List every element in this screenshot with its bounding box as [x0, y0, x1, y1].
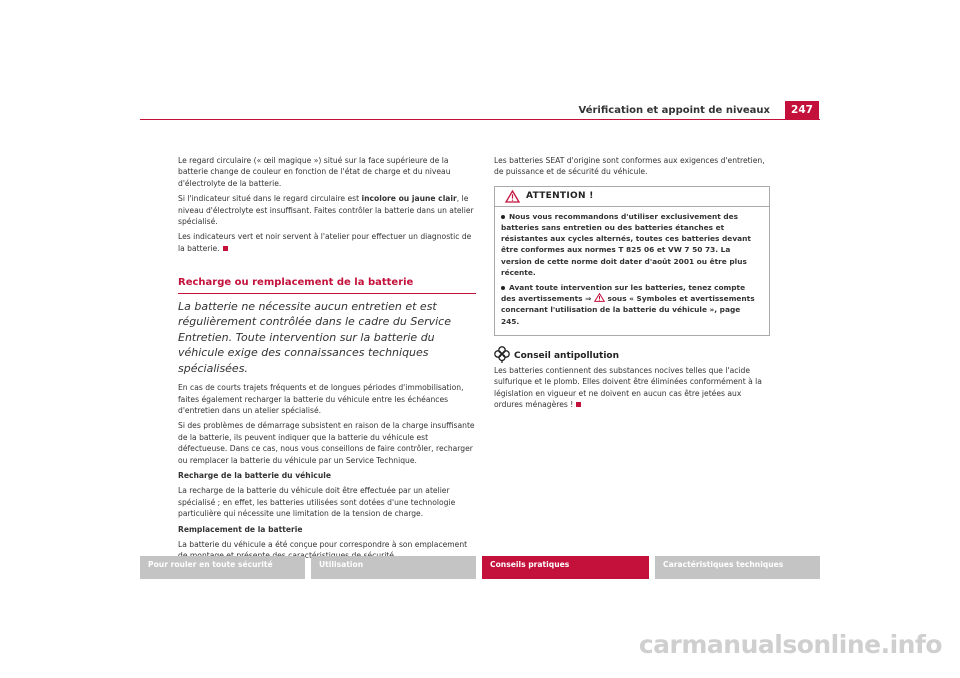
- paragraph-diagnostic: Les indicateurs vert et noir servent à l'atelier pour effectuer un diagnostic de la batterie.: [178, 232, 472, 253]
- warning-triangle-icon: [594, 293, 605, 302]
- page-number: 247: [785, 101, 819, 119]
- warning-header: [495, 187, 769, 207]
- paragraph-start-problems: Si des problèmes de démarrage subsistent en raison de la charge insuffisante de la batterie, ils peuvent indiquer que la batterie du véhicule est défectueuse. Dans ce cas, nous vous conseillons de faire contrôler, recharger ou remplacer la batterie du véhicule par un Service Technique.: [178, 421, 475, 465]
- footer-tab-practical-tips[interactable]: Conseils pratiques: [482, 556, 649, 579]
- paragraph-short-trips: En cas de courts trajets fréquents et de longues périodes d'immobilisation, faites également recharger la batterie du véhicule entre les échéances d'entretien dans un atelier spécialisé.: [178, 383, 464, 415]
- left-column: [178, 155, 476, 566]
- paragraph-environment: Les batteries contiennent des substances nocives telles que l'acide sulfurique et le plomb. Elles doivent être éliminées conformément à la législation en vigueur et ne doivent en aucun cas être jetées aux ordures ménagères !: [494, 365, 762, 410]
- footer-tab-safety[interactable]: Pour rouler en toute sécurité: [140, 556, 305, 579]
- paragraph-indicator: Si l'indicateur situé dans le regard circulaire est incolore ou jaune clair, le niveau d'électrolyte est insuffisant. Faites contrôler la batterie dans un atelier spécialisé.: [178, 194, 474, 227]
- paragraph-replace: La batterie du véhicule a été conçue pour correspondre à son emplacement: [178, 540, 468, 550]
- warning-item: Avant toute intervention sur les batteries, tenez compte des avertissements ⇒ sous « Symboles et avertissements concernant l'utilisation de la batterie du véhicule », page 245.: [501, 283, 755, 326]
- section-lead: La batterie ne nécessite aucun entretien et est régulièrement contrôlée dans le cadre du Service Entretien. Toute intervention sur la batterie du véhicule exige des connaissances techniques spécialisées.: [178, 299, 451, 375]
- subheading-recharge: Recharge de la batterie du véhicule: [178, 471, 331, 480]
- environment-flower-icon: [494, 346, 510, 363]
- warning-title: ATTENTION !: [526, 190, 594, 201]
- end-of-section-mark: [223, 246, 228, 251]
- watermark: carmanualsonline.info: [638, 630, 942, 659]
- header-divider: [140, 119, 820, 120]
- footer-tab-usage[interactable]: Utilisation: [311, 556, 476, 579]
- page-header-title: Vérification et appoint de niveaux: [578, 105, 770, 116]
- warning-triangle-icon: [505, 190, 520, 203]
- environment-header: [494, 346, 770, 363]
- bullet-icon: [501, 215, 505, 219]
- paragraph-original-batteries: Les batteries SEAT d'origine sont conformes aux exigences d'entretien, de puissance et de sécurité du véhicule.: [494, 156, 765, 177]
- environment-title: Conseil antipollution: [514, 351, 620, 362]
- section-title: Recharge ou remplacement de la batterie: [178, 277, 476, 293]
- paragraph-magic-eye: Le regard circulaire (« œil magique ») situé sur la face supérieure de la batterie change de couleur en fonction de l'état de charge et du niveau d'électrolyte de la batterie.: [178, 156, 451, 188]
- right-column: [494, 155, 770, 414]
- warning-box: [494, 186, 770, 336]
- bullet-icon: [501, 286, 505, 290]
- warning-item: Nous vous recommandons d'utiliser exclusivement des batteries sans entretien ou des batteries étanches et résistantes aux cycles alternés, toutes ces batteries devant être conformes aux normes T 825 06 et VW 7 50 73. La version de cette norme doit dater d'août 2001 ou être plus récente.: [501, 211, 751, 277]
- paragraph-recharge: La recharge de la batterie du véhicule doit être effectuée par un atelier spécialisé ; en effet, les batteries utilisées sont dotées d'une technologie particulière qui nécessite une limitation de la tension de charge.: [178, 486, 456, 519]
- end-of-section-mark: [576, 402, 581, 407]
- subheading-replace: Remplacement de la batterie: [178, 524, 303, 534]
- warning-body: [495, 207, 769, 335]
- footer-tab-technical-specs[interactable]: Caractéristiques techniques: [655, 556, 820, 579]
